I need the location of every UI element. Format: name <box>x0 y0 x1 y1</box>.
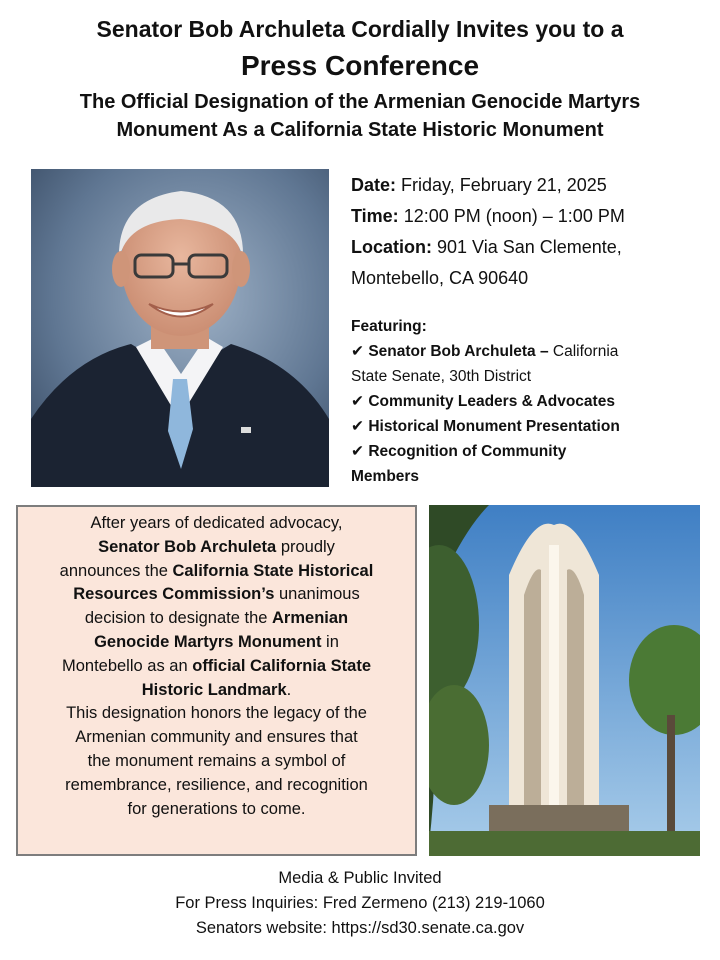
body-text: unanimous <box>274 585 360 604</box>
featuring-item <box>351 389 706 414</box>
date-value: Friday, February 21, 2025 <box>401 175 607 195</box>
body-text: Montebello as an <box>61 656 193 675</box>
location-value: 901 Via San Clemente, <box>437 237 622 257</box>
body-bold: California State Historical <box>172 561 374 580</box>
featuring-item-bold: Senator Bob Archuleta – <box>368 343 549 360</box>
body-bold: Armenian <box>272 609 349 628</box>
footer-website-link[interactable]: Senators website: https://sd30.senate.ca.gov <box>195 919 525 937</box>
footer <box>0 866 720 941</box>
featuring-item-bold: Members <box>351 468 420 485</box>
body-text: . <box>286 680 292 699</box>
body-bold: Historic Landmark <box>141 680 287 699</box>
featuring-list <box>351 314 706 489</box>
body-line: This designation honors the legacy of the <box>66 704 367 723</box>
event-details <box>351 170 711 294</box>
announcement-box <box>16 505 417 856</box>
check-icon: ✔ <box>351 393 364 410</box>
date-row <box>351 170 711 201</box>
time-label: Time: <box>351 206 399 226</box>
body-bold: Resources Commission’s <box>73 585 275 604</box>
location-label: Location: <box>351 237 432 257</box>
flyer-header <box>0 14 720 144</box>
event-subtitle-2: Monument As a California State Historic Monument <box>116 119 604 141</box>
body-line <box>26 655 407 679</box>
footer-invite: Media & Public Invited <box>278 869 442 887</box>
event-subtitle-1: The Official Designation of the Armenian Genocide Martyrs <box>79 91 641 113</box>
location-row-2: Montebello, CA 90640 <box>351 268 529 288</box>
body-line <box>26 607 407 631</box>
body-line <box>26 536 407 560</box>
featuring-title: Featuring: <box>351 318 427 335</box>
time-value: 12:00 PM (noon) – 1:00 PM <box>403 206 625 226</box>
invite-line: Senator Bob Archuleta Cordially Invites you to a <box>96 16 624 42</box>
featuring-item <box>351 339 706 364</box>
featuring-item-bold: Historical Monument Presentation <box>368 418 620 435</box>
time-row <box>351 201 711 232</box>
location-row <box>351 232 711 263</box>
body-line: Armenian community and ensures that <box>75 728 358 747</box>
body-line: remembrance, resilience, and recognition <box>65 775 368 794</box>
featuring-item-bold: Community Leaders & Advocates <box>368 393 615 410</box>
body-line <box>26 631 407 655</box>
featuring-item-cont <box>351 464 706 489</box>
body-line: the monument remains a symbol of <box>87 751 346 770</box>
body-line <box>26 583 407 607</box>
check-icon: ✔ <box>351 443 364 460</box>
featuring-item <box>351 439 706 464</box>
featuring-item <box>351 414 706 439</box>
body-line <box>26 560 407 584</box>
check-icon: ✔ <box>351 418 364 435</box>
body-text: proudly <box>276 537 335 556</box>
senator-portrait-photo <box>31 169 329 487</box>
check-icon: ✔ <box>351 343 364 360</box>
featuring-item-bold: Recognition of Community <box>368 443 567 460</box>
body-bold: official California State <box>192 656 372 675</box>
event-title: Press Conference <box>240 50 480 81</box>
body-line: for generations to come. <box>127 799 306 818</box>
monument-photo <box>429 505 700 856</box>
body-text: in <box>321 632 339 651</box>
featuring-item-cont: State Senate, 30th District <box>351 368 532 385</box>
featuring-item-text: California <box>548 343 619 360</box>
body-text: decision to designate the <box>84 609 273 628</box>
body-line: After years of dedicated advocacy, <box>90 514 343 532</box>
body-line <box>26 679 407 703</box>
body-bold: Senator Bob Archuleta <box>98 537 277 556</box>
body-text: announces the <box>59 561 173 580</box>
body-bold: Genocide Martyrs Monument <box>94 632 322 651</box>
date-label: Date: <box>351 175 397 195</box>
footer-press-contact: For Press Inquiries: Fred Zermeno (213) 219-1060 <box>175 894 545 912</box>
